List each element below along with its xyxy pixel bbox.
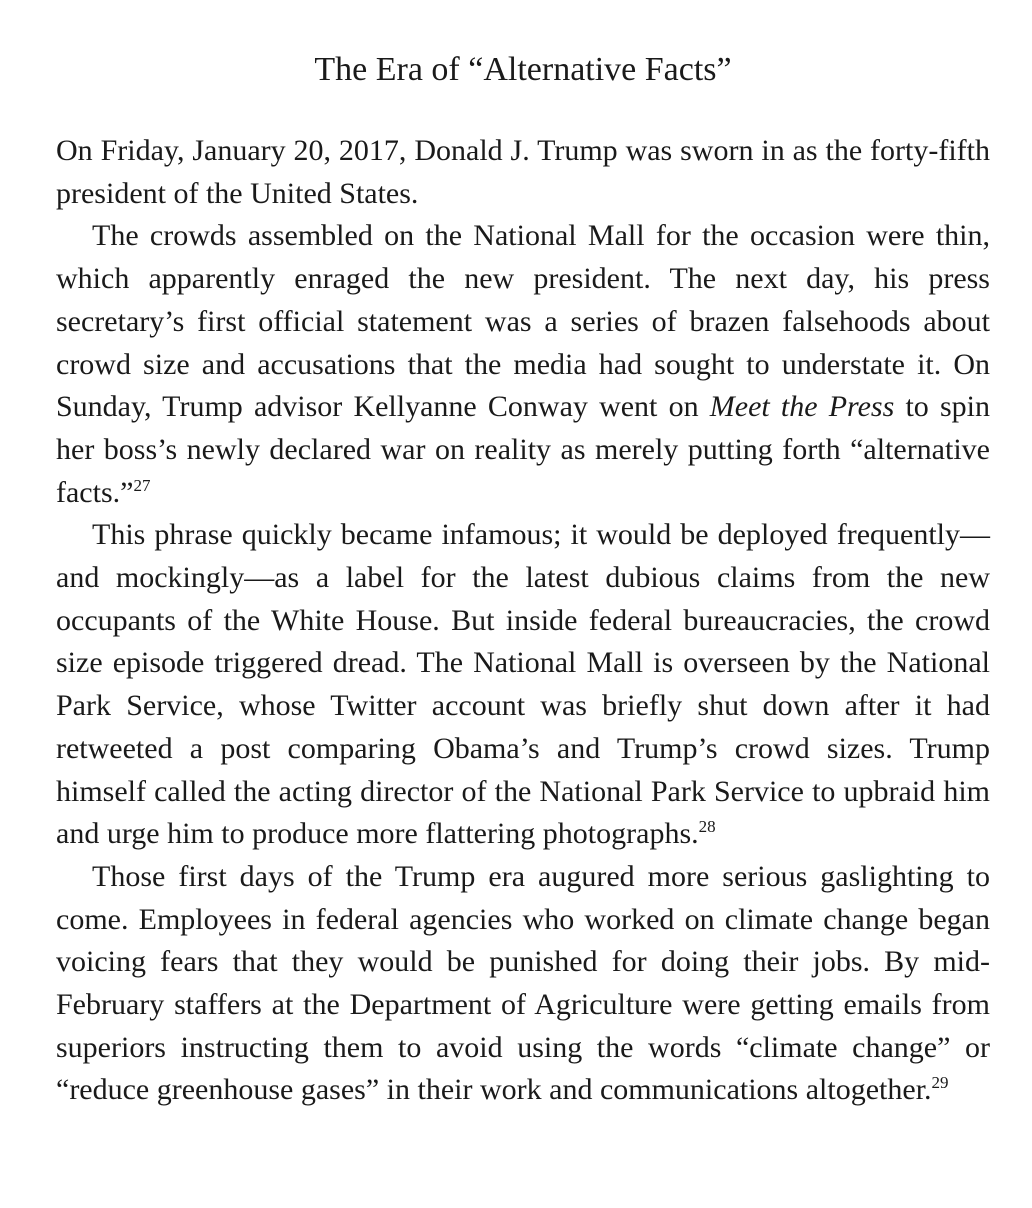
book-page — [56, 48, 990, 1112]
paragraph-4 — [56, 856, 990, 1112]
paragraph-2-text-before: The crowds assembled on the National Mall for the occasion were thin, which apparently enraged the new president. The next day, his press secretary’s first official statement was a series of brazen falsehoods about crowd size and accusations that the media had sought to understate it. On Sunday, Trump advisor Kellyanne Conway went on — [56, 219, 990, 424]
paragraph-1 — [56, 130, 990, 215]
paragraph-4-text: Those first days of the Trump era augured more serious gaslighting to come. Employees in federal agencies who worked on climate change began voicing fears that they would be punished for doing their jobs. By mid-February staffers at the Department of Agriculture were getting emails from superiors instructing them to avoid using the words “climate change” or “reduce greenhouse gases” in their work and communications altogether. — [56, 859, 990, 1107]
footnote-marker-29: 29 — [931, 1073, 949, 1093]
chapter-title: The Era of “Alternative Facts” — [314, 51, 732, 88]
paragraph-3 — [56, 514, 990, 856]
paragraph-2-text-after: to spin her boss’s newly declared war on reality as merely putting forth “alternative facts.” — [56, 390, 990, 509]
show-title-italic: Meet the Press — [709, 390, 895, 424]
footnote-marker-27: 27 — [133, 475, 151, 495]
paragraph-3-text: This phrase quickly became infamous; it would be deployed frequently—and mockingly—as a label for the latest dubious claims from the new occupants of the White House. But inside federal bureaucracies, the crowd size episode triggered dread. The National Mall is overseen by the National Park Service, whose Twitter account was briefly shut down after it had retweeted a post comparing Obama’s and Trump’s crowd sizes. Trump himself called the acting director of the National Park Service to upbraid him and urge him to produce more flattering photographs. — [56, 518, 990, 851]
paragraph-1-text: On Friday, January 20, 2017, Donald J. Trump was sworn in as the forty-fifth president of the United States. — [56, 134, 990, 210]
footnote-marker-28: 28 — [698, 817, 716, 837]
paragraph-2 — [56, 215, 990, 514]
